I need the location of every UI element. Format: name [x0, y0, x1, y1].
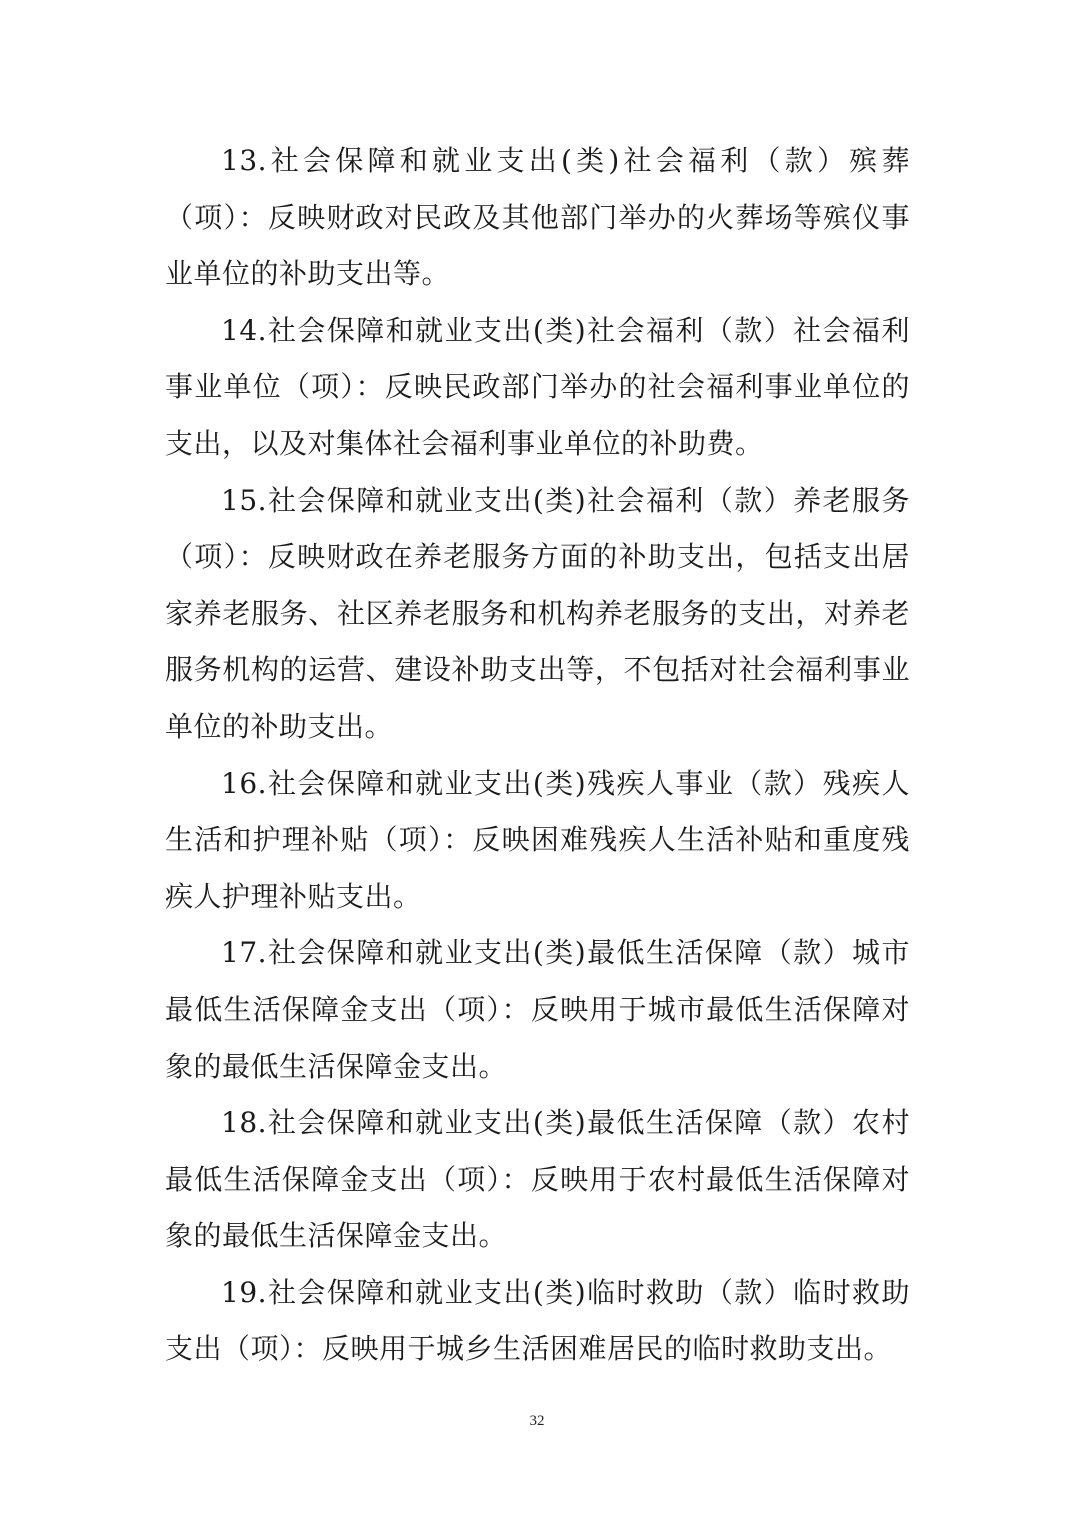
- paragraph-18: 18.社会保障和就业支出(类)最低生活保障（款）农村最低生活保障金支出（项）：反映用于农村最低生活保障对象的最低生活保障金支出。: [165, 1106, 910, 1253]
- paragraph-17: 17.社会保障和就业支出(类)最低生活保障（款）城市最低生活保障金支出（项）：反映用于城市最低生活保障对象的最低生活保障金支出。: [165, 936, 910, 1083]
- paragraph-19: 19.社会保障和就业支出(类)临时救助（款）临时救助支出（项）：反映用于城乡生活困难居民的临时救助支出。: [165, 1275, 910, 1366]
- paragraph-14: 14.社会保障和就业支出(类)社会福利（款）社会福利事业单位（项）：反映民政部门举办的社会福利事业单位的支出，以及对集体社会福利事业单位的补助费。: [165, 313, 910, 460]
- document-body: [165, 133, 910, 1378]
- paragraph-13: 13.社会保障和就业支出(类)社会福利（款）殡葬（项）：反映财政对民政及其他部门举办的火葬场等殡仪事业单位的补助支出等。: [165, 144, 910, 291]
- page-number: 32: [529, 1413, 545, 1429]
- paragraph-15: 15.社会保障和就业支出(类)社会福利（款）养老服务（项）：反映财政在养老服务方面的补助支出，包括支出居家养老服务、社区养老服务和机构养老服务的支出，对养老服务机构的运营、建设补助支出等，不包括对社会福利事业单位的补助支出。: [165, 483, 910, 743]
- paragraph-16: 16.社会保障和就业支出(类)残疾人事业（款）残疾人生活和护理补贴（项）：反映困难残疾人生活补贴和重度残疾人护理补贴支出。: [165, 766, 910, 913]
